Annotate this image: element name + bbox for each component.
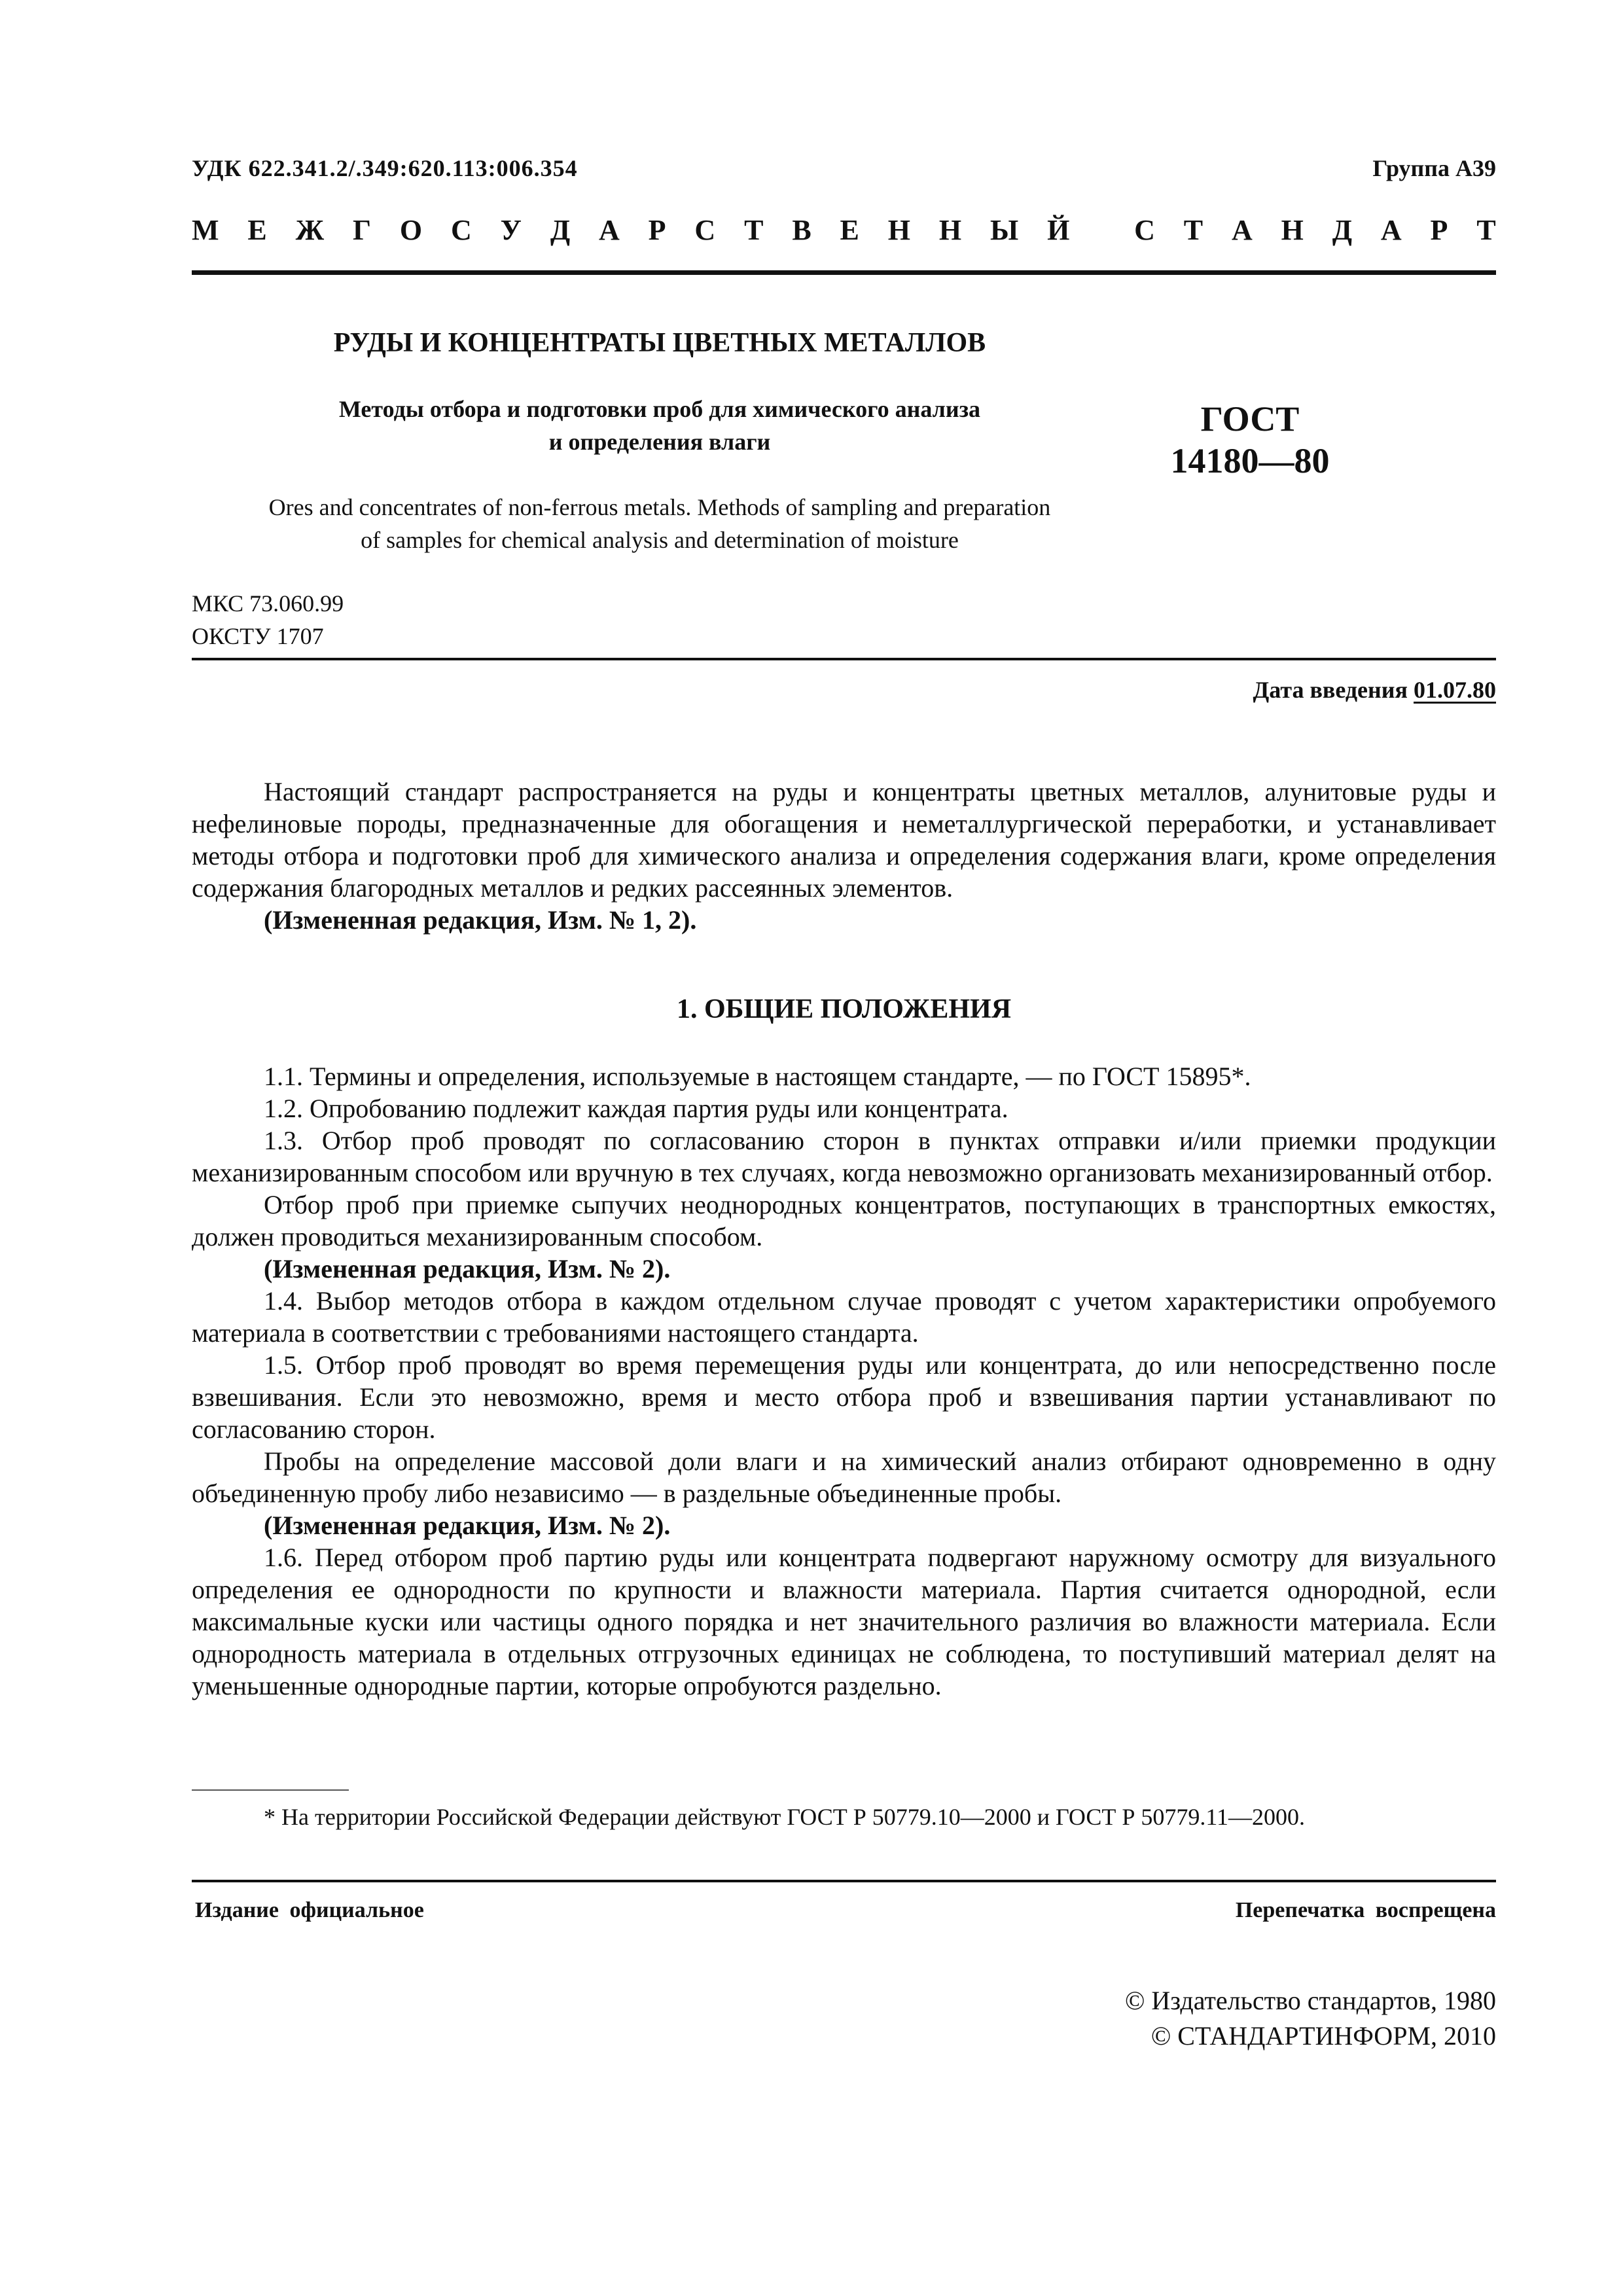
clause-1-1: 1.1. Термины и определения, используемые в настоящем стандарте, — по ГОСТ 15895*. — [264, 1062, 1251, 1091]
heading-letter: С — [1134, 214, 1155, 246]
introduction-date — [1253, 676, 1497, 704]
section-1-body — [192, 1060, 1496, 1702]
heading-letter: Г — [353, 214, 372, 246]
amendment-note: (Измененная редакция, Изм. № 2). — [264, 1511, 671, 1540]
reprint-prohibited-label: Перепечатка воспрещена — [1235, 1898, 1496, 1922]
interstate-standard-heading — [192, 213, 1496, 247]
clause-1-3: 1.3. Отбор проб проводят по согласованию сторон в пунктах отправки и/или приемки продукции механизированным способом или вручную в тех случаях, когда невозможно организовать механизированный отбор. — [192, 1126, 1496, 1187]
date-label: Дата введения — [1253, 677, 1408, 703]
document-title: РУДЫ И КОНЦЕНТРАТЫ ЦВЕТНЫХ МЕТАЛЛОВ — [333, 328, 986, 358]
title-block-rule — [192, 658, 1496, 660]
english-title-line-2: of samples for chemical analysis and determination of moisture — [361, 527, 959, 553]
intro-amendment-note: (Измененная редакция, Изм. № 1, 2). — [264, 905, 697, 935]
heading-letter: Ж — [295, 214, 325, 246]
footnote: * На территории Российской Федерации действуют ГОСТ Р 50779.10—2000 и ГОСТ Р 50779.11—2000. — [264, 1804, 1306, 1830]
heading-letter: А — [599, 214, 620, 246]
section-heading: 1. ОБЩИЕ ПОЛОЖЕНИЯ — [676, 994, 1012, 1024]
mks-code: МКС 73.060.99 — [192, 590, 344, 617]
footer-rule — [192, 1880, 1496, 1882]
subtitle-line-1: Методы отбора и подготовки проб для химического анализа — [338, 396, 981, 422]
clause-1-6: 1.6. Перед отбором проб партию руды или концентрата подвергают наружному осмотру для визуального определения ее однородности по крупности и влажности материала. Партия считается однородной, если максимальные куски или частицы одного порядка и нет значительного различия во влажности материала. Если однородность материала в отдельных отгрузочных единицах не соблюдена, то поступивший материал делят на уменьшенные однородные партии, которые опробуются раздельно. — [192, 1543, 1496, 1700]
intro-paragraph: Настоящий стандарт распространяется на руды и концентраты цветных металлов, алунитовые руды и нефелиновые породы, предназначенные для обогащения и неметаллургической переработки, и устанавливает методы отбора и подготовки проб для химического анализа и определения содержания влаги, кроме определения содержания благородных металлов и редких рассеянных элементов. — [192, 777, 1496, 903]
heading-letter: О — [399, 214, 423, 246]
gost-number — [1152, 398, 1348, 482]
heading-letter: Д — [1332, 214, 1353, 246]
clause-1-5-continued: Пробы на определение массовой доли влаги и на химический анализ отбирают одновременно в одну объединенную пробу либо независимо — в раздельные объединенные пробы. — [192, 1446, 1496, 1508]
heading-letter: С — [451, 214, 472, 246]
heading-letter: Н — [938, 214, 962, 246]
clause-1-4: 1.4. Выбор методов отбора в каждом отдельном случае проводят с учетом характеристики опробуемого материала в соответствии с требованиями настоящего стандарта. — [192, 1286, 1496, 1348]
copyright-line-1: © Издательство стандартов, 1980 — [1124, 1986, 1496, 2015]
footnote-separator — [192, 1789, 349, 1791]
english-title — [192, 491, 1128, 556]
heading-letter: Д — [550, 214, 571, 246]
heading-letter: С — [694, 214, 716, 246]
document-subtitle — [192, 393, 1128, 458]
clause-1-3-continued: Отбор проб при приемке сыпучих неоднородных концентратов, поступающих в транспортных емкостях, должен проводиться механизированным способом. — [192, 1190, 1496, 1251]
heading-letter: А — [1380, 214, 1402, 246]
header-rule — [192, 270, 1496, 275]
udk-code: УДК 622.341.2/.349:620.113:006.354 — [192, 155, 578, 181]
copyright-line-2: © СТАНДАРТИНФОРМ, 2010 — [1150, 2021, 1496, 2051]
gost-label: ГОСТ — [1200, 399, 1300, 439]
group-code: Группа А39 — [1372, 155, 1496, 181]
heading-letter: Н — [887, 214, 911, 246]
heading-letter: Т — [1476, 214, 1496, 246]
heading-letter: Н — [1281, 214, 1304, 246]
subtitle-line-2: и определения влаги — [548, 429, 771, 455]
intro-block — [192, 776, 1496, 936]
gost-code-number: 14180—80 — [1170, 441, 1330, 480]
heading-letter: Р — [648, 214, 666, 246]
heading-letter: Т — [744, 214, 764, 246]
heading-letter: А — [1231, 214, 1253, 246]
amendment-note: (Измененная редакция, Изм. № 2). — [264, 1254, 671, 1283]
heading-letter: Т — [1183, 214, 1204, 246]
date-value: 01.07.80 — [1414, 677, 1496, 703]
heading-letter: Й — [1047, 214, 1070, 246]
clause-1-2: 1.2. Опробованию подлежит каждая партия руды или концентрата. — [264, 1094, 1008, 1123]
clause-1-5: 1.5. Отбор проб проводят во время перемещения руды или концентрата, до или непосредственно после взвешивания. Если это невозможно, время и место отбора проб и взвешивания партии устанавливают по согласованию сторон. — [192, 1350, 1496, 1444]
okstu-code: ОКСТУ 1707 — [192, 623, 324, 649]
heading-letter: У — [500, 214, 522, 246]
heading-letter — [1098, 213, 1105, 247]
heading-letter: Е — [840, 214, 859, 246]
classification-codes — [192, 587, 344, 653]
official-edition-label: Издание официальное — [195, 1898, 424, 1922]
english-title-line-1: Ores and concentrates of non-ferrous metals. Methods of sampling and preparation — [268, 494, 1051, 520]
heading-letter: М — [192, 214, 219, 246]
heading-letter: Р — [1430, 214, 1448, 246]
heading-letter: Ы — [990, 214, 1019, 246]
heading-letter: Е — [247, 214, 267, 246]
copyright-block — [1125, 1983, 1496, 2054]
heading-letter: В — [792, 214, 812, 246]
